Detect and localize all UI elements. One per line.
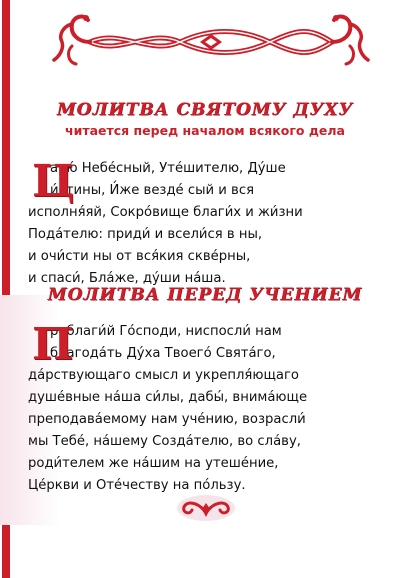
ornament-bottom-icon (176, 493, 236, 523)
prayer2-line: реблаги́й Го́споди, ниспосли́ нам (50, 324, 282, 339)
prayer1-line: Пода́телю: приди́ и всели́ся в ны, (28, 227, 263, 242)
prayer1-line: и спаси́, Бла́же, ду́ши на́ша. (28, 271, 226, 286)
prayer1-dropcap: Ц (32, 156, 75, 207)
prayer2-title: МОЛИТВА ПЕРЕД УЧЕНИЕМ (47, 285, 363, 305)
prayer2-line: роди́телем же на́шим на утеше́ние, (28, 456, 279, 471)
prayer1-line: исполня́яй, Сокро́вище благи́х и жи́зни (28, 205, 303, 220)
ornament-top-icon (50, 8, 372, 70)
prayer2-line: да́рствующаго смысл и укрепля́ющаго (28, 368, 299, 383)
prayer2-line: мы Тебе́, на́шему Созда́телю, во сла́ву, (28, 434, 301, 449)
prayer1-line: арю́ Небе́сный, Уте́шителю, Ду́ше (50, 161, 286, 176)
prayer2-line: преподава́емому нам уче́нию, возрасли́ (28, 412, 306, 427)
prayer2-line: Це́ркви и Оте́честву на по́льзу. (28, 478, 246, 493)
prayer2-line: благода́ть Ду́ха Твоего́ Свята́го, (50, 346, 276, 361)
prayer1-line: и́стины, И́же везде́ сый и вся (50, 183, 255, 198)
prayer2-line: душе́вные на́ша си́лы, дабы́, внима́юще (28, 390, 308, 405)
prayer1-line: и очи́сти ны от вся́кия скве́рны, (28, 249, 251, 264)
prayer1-subtitle: читается перед началом всякого дела (65, 123, 345, 138)
prayer2-dropcap: П (32, 319, 74, 370)
prayer1-title: МОЛИТВА СВЯТОМУ ДУХУ (56, 100, 354, 120)
prayer1-text (28, 158, 392, 290)
prayer2-text (28, 321, 392, 497)
